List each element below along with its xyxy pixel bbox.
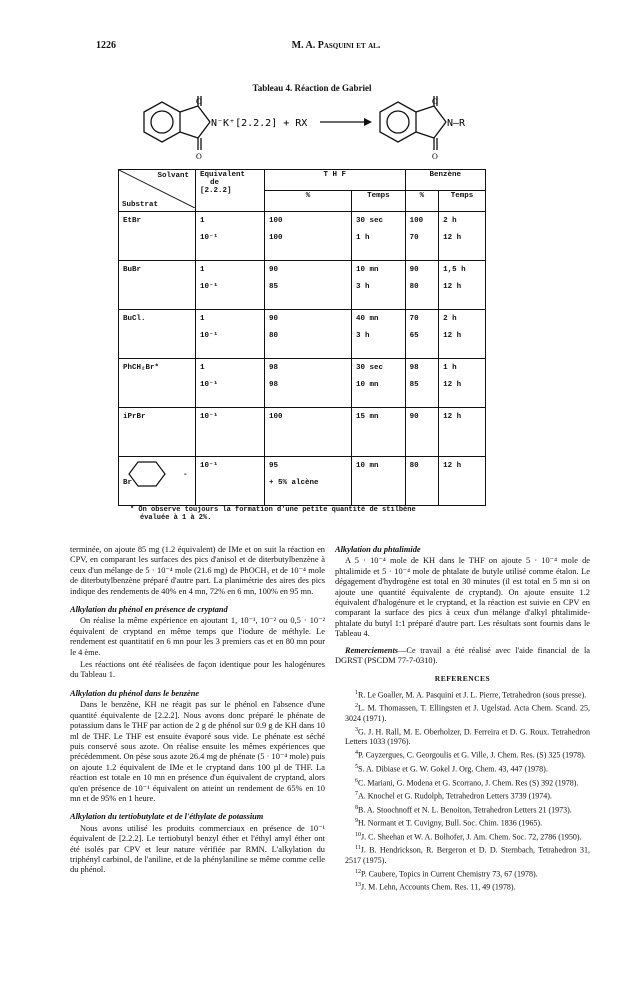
reference-item	[335, 844, 590, 865]
equiv-cell	[196, 408, 265, 457]
oxygen-label-top-2: O	[432, 97, 438, 106]
thf_temps-cell	[352, 261, 406, 310]
benz_pct-value: 70	[409, 315, 419, 323]
running-head: M. A. Pasquini et al.	[291, 40, 381, 51]
benz_pct-value: 90	[409, 413, 419, 421]
benz_temps-cell	[439, 212, 486, 261]
thf_temps-cell	[352, 310, 406, 359]
thf_pct-cell	[265, 261, 352, 310]
reference-number: 10	[355, 831, 361, 838]
paragraph: A 5 · 10⁻⁴ mole de KH dans le THF on ajoute 5 · 10⁻⁴ mole de phtalimide et 5 · 10⁻⁴ mole de phtalate de butyle utilisé comme étalon. Le dégagement d'hydrogène est total en 30 minutes (il est total en 5 mn si on ajoute une quantité équivalente de cryptand). On ajoute ensuite 1.2 équivalent d'halogénure et le cryptand, et la réaction est suivie en CPV en comparant la surface des pics à ceux d'un mélange d'alkyl phtalimide-phtalate du butyl 1:1 préparé d'autre part. Les résultats sont fournis dans le Tableau 4.	[335, 556, 590, 639]
reference-item	[335, 790, 590, 802]
thf_temps-value: 30 sec	[356, 364, 384, 372]
oxygen-label-top: O	[196, 97, 202, 106]
reference-text: J. M. Lehn, Accounts Chem. Res. 11, 49 (1978).	[361, 883, 516, 892]
substrat-value: EtBr	[123, 217, 142, 225]
section-heading: Alkylation du phénol en présence de cryptand	[70, 605, 228, 615]
equiv-value: 10⁻¹	[200, 332, 219, 340]
reagent-text: N⁻K⁺[2.2.2] + RX	[211, 118, 308, 129]
solvent-label: Solvant	[157, 172, 189, 180]
benz_pct-value: 80	[409, 283, 419, 291]
results-table	[118, 169, 486, 506]
benz_pct-value: 80	[409, 462, 419, 470]
reference-number: 9	[355, 818, 358, 825]
equiv-cell	[196, 212, 265, 261]
oxygen-label-bottom: O	[196, 152, 202, 161]
equiv-value: 1	[200, 364, 205, 372]
thf_pct-cell	[265, 212, 352, 261]
equiv-value: 10⁻¹	[200, 413, 219, 421]
paragraph: On réalise la même expérience en ajoutant 1, 10⁻¹, 10⁻² ou 0,5 · 10⁻² équivalent de cryptand en même temps que l'iodure de méthyle. Le rendement est quantitatif en 6 mn pour les 3 premiers cas et en 80 mn pour le 4 ème.	[70, 616, 325, 657]
right-column	[335, 545, 590, 895]
thf_pct-value: 100	[269, 217, 283, 225]
thf_temps-cell	[352, 408, 406, 457]
thf_temps-value: 10 mn	[356, 266, 379, 274]
benz_pct-value: 70	[409, 234, 419, 242]
equiv-value: 10⁻¹	[200, 234, 219, 242]
benz_temps-cell	[439, 261, 486, 310]
substrat-cell	[119, 212, 196, 261]
substrat-label: Substrat	[122, 201, 159, 209]
substrat-cell	[119, 310, 196, 359]
paragraph: Dans le benzène, KH ne réagit pas sur le phénol en l'absence d'une quantité équivalente de [2.2.2]. Nous avons donc préparé le phénate de potassium dans le THF par action de 2 g de phénol sur 0.9 g de KH dans 10 ml de THF. Le THF est ensuite évaporé sous vide. Le phénate est séché puis conservé sous azote. On réalise ensuite les mêmes expériences que précédemment. On pèse sous azote 26.4 mg de phénate (5 · 10⁻⁴ mole) puis on ajoute 1.2 équivalent de IMe et le cryptand dans 100 µl de THF. La réaction est totale en 10 mn en présence d'un équivalent de cryptand, alors qu'en présence de 10⁻¹ équivalent on atteint un rendement de 65% en 10 mn et de 95% en 1 heure.	[70, 700, 325, 803]
reference-item	[335, 689, 590, 701]
reference-item	[335, 702, 590, 723]
reference-item	[335, 726, 590, 747]
substrat-cell	[119, 457, 196, 506]
thf_pct-value: 90	[269, 315, 279, 323]
reference-number: 3	[355, 726, 358, 733]
left-column	[70, 545, 325, 878]
section-heading: Alkylation du tertiobutylate et de l'éthylate de potassium	[70, 812, 264, 822]
thf-header: T H F	[265, 170, 406, 191]
thf_pct-cell	[265, 457, 352, 506]
benzene-header: Benzène	[405, 170, 485, 191]
reference-number: 1	[355, 689, 358, 696]
equiv-label-1: Equivalent	[200, 171, 246, 179]
thf_pct-cell	[265, 408, 352, 457]
page-header	[96, 40, 576, 54]
benz_pct-cell	[405, 457, 438, 506]
reference-text: L. M. Thomassen, T. Ellingsten et J. Ugelstad. Acta Chem. Scand. 25, 3024 (1971).	[345, 704, 590, 723]
thf_temps-cell	[352, 359, 406, 408]
reference-text: B. A. Stoochnoff et N. L. Benoiton, Tetrahedron Letters 21 (1973).	[358, 805, 572, 815]
reference-number: 5	[355, 763, 358, 770]
reference-text: G. J. H. Rall, M. E. Oberholzer, D. Ferreira et D. G. Roux. Tetrahedron Letters 1033 (1976).	[345, 727, 590, 747]
paragraph: Les réactions ont été réalisées de façon identique pour les halogénures du Tableau 1.	[70, 660, 325, 680]
substrat-cell	[119, 359, 196, 408]
benz_temps-value: 12 h	[443, 332, 462, 340]
section-heading: Alkylation du phtalimide	[335, 545, 421, 554]
equiv-label-2: de	[210, 179, 220, 187]
thf_temps-cell	[352, 457, 406, 506]
reference-number: 12	[355, 868, 361, 875]
reference-text: S. A. Dibiase et G. W. Gokel J. Org. Chem. 43, 447 (1978).	[358, 764, 548, 774]
equiv-value: 10⁻¹	[200, 283, 219, 291]
arrow-head-icon	[364, 118, 372, 126]
benz-pct-header: %	[405, 191, 438, 212]
table-row	[119, 212, 486, 261]
table-title: Tableau 4. Réaction de Gabriel	[252, 83, 372, 93]
benz_temps-value: 12 h	[443, 381, 462, 389]
table-row	[119, 408, 486, 457]
benz_temps-cell	[439, 310, 486, 359]
ack-text: —Ce travail a été réalisé avec l'aide financial de la DGRST (PSCDM 77-7-0310).	[335, 645, 590, 666]
thf_temps-value: 1 h	[356, 234, 370, 242]
reference-item	[335, 777, 590, 789]
equiv-cell	[196, 261, 265, 310]
equiv-value: 1	[200, 217, 205, 225]
reference-number: 13	[355, 882, 361, 889]
reference-text: P. Cayzergues, C. Georgoulis et G. Ville, J. Chem. Res. (S) 325 (1978).	[358, 751, 586, 761]
footnote-line-2: évaluée à 1 à 2%.	[140, 514, 212, 522]
reference-number: 7	[355, 791, 358, 798]
ack-label: Remerciements	[345, 645, 399, 655]
product-text: N–R	[447, 118, 466, 129]
substrat-cell	[119, 408, 196, 457]
section-heading: Alkylation du phénol dans le benzène	[70, 688, 200, 698]
reference-item	[335, 749, 590, 761]
substrat-value: -Br	[123, 471, 188, 487]
substrat-value: BuCl.	[123, 315, 146, 323]
benz_pct-value: 65	[409, 332, 419, 340]
benz_pct-cell	[405, 212, 438, 261]
paragraph: terminée, on ajoute 85 mg (1.2 équivalent) de IMe et on suit la réaction en CPV, en comparant les surfaces des pics d'anisol et de diterbutylbenzène à ceux d'un mélange de 5 · 10⁻⁴ mole (21.6 mg) de PhOCH₃ et de 10⁻⁴ mole de diterbutylbenzène préparé d'autre part. La planimétrie des aires des pics indique des rendements de 40% en 4 mn, 72% en 6 mn, 100% en 95 mn.	[70, 545, 325, 596]
equiv-value: 1	[200, 266, 205, 274]
thf-temps-header: Temps	[352, 191, 406, 212]
benz_temps-value: 12 h	[443, 234, 462, 242]
thf_temps-cell	[352, 212, 406, 261]
reference-item	[335, 763, 590, 775]
reference-number: 2	[355, 703, 358, 710]
reference-item	[335, 868, 590, 880]
thf_pct-value: 98	[269, 381, 279, 389]
reference-number: 4	[355, 750, 358, 757]
benz_temps-cell	[439, 457, 486, 506]
equiv-header	[196, 170, 265, 212]
reference-number: 8	[355, 804, 358, 811]
benz_temps-cell	[439, 408, 486, 457]
page-number: 1226	[96, 40, 116, 51]
reference-text: R. Le Goaller, M. A. Pasquini et J. L. Pierre, Tetrahedron (sous presse).	[358, 690, 587, 700]
benz_temps-value: 1 h	[443, 364, 457, 372]
reference-text: J. B. Hendrickson, R. Bergeron et D. D. Sternbach, Tetrahedron 31, 2517 (1975).	[345, 845, 590, 865]
benz_temps-cell	[439, 359, 486, 408]
reference-item	[335, 831, 590, 843]
references-title: REFERENCES	[434, 674, 491, 684]
footnote-line-1: * On observe toujours la formation d'une petite quantité de stilbène	[130, 506, 416, 514]
thf_temps-value: 3 h	[356, 332, 370, 340]
thf_pct-value: 90	[269, 266, 279, 274]
substrat-value: PhCH₂Br*	[123, 364, 160, 372]
thf_temps-value: 3 h	[356, 283, 370, 291]
thf-pct-header: %	[265, 191, 352, 212]
reference-number: 6	[355, 777, 358, 784]
benz_pct-value: 98	[409, 364, 419, 372]
benz_pct-cell	[405, 408, 438, 457]
header-diagonal-cell	[119, 170, 196, 212]
thf_pct-value: 95	[269, 462, 279, 470]
table-row	[119, 310, 486, 359]
benz_pct-value: 85	[409, 381, 419, 389]
cyclohexyl-ring-icon	[123, 458, 183, 490]
thf_pct-value: 100	[269, 234, 283, 242]
benz_pct-value: 90	[409, 266, 419, 274]
equiv-cell	[196, 359, 265, 408]
reference-item	[335, 804, 590, 816]
thf_pct-value: 85	[269, 283, 279, 291]
thf_pct-value: 80	[269, 332, 279, 340]
table-row	[119, 359, 486, 408]
reference-text: C. Mariani, G. Modena et G. Scorrano, J. Chem. Res (S) 392 (1978).	[358, 778, 579, 788]
benz_pct-value: 100	[409, 217, 424, 225]
substrat-cell	[119, 261, 196, 310]
thf_temps-value: 10 mn	[356, 381, 379, 389]
table-row	[119, 261, 486, 310]
benz_pct-cell	[405, 359, 438, 408]
gabriel-reaction-scheme	[118, 94, 488, 168]
reference-text: A. Knochel et G. Rudolph, Tetrahedron Letters 3739 (1974).	[358, 791, 552, 801]
benz-temps-header: Temps	[439, 191, 486, 212]
equiv-value: 10⁻¹	[200, 462, 219, 470]
benz_temps-value: 12 h	[443, 283, 462, 291]
table-footnote	[130, 506, 416, 522]
thf_temps-value: 15 mn	[356, 413, 379, 421]
benz_pct-cell	[405, 261, 438, 310]
benz_temps-value: 2 h	[443, 315, 457, 323]
substrat-value: BuBr	[123, 266, 142, 274]
equiv-label-3: [2.2.2]	[200, 187, 232, 195]
benz_temps-value: 1,5 h	[443, 266, 466, 274]
thf_pct-value: + 5% alcène	[269, 479, 319, 487]
benz_temps-value: 12 h	[443, 462, 462, 470]
reference-text: J. C. Sheehan et W. A. Bolhofer, J. Am. Chem. Soc. 72, 2786 (1950).	[361, 832, 582, 842]
reference-list	[335, 689, 590, 893]
oxygen-label-bottom-2: O	[432, 152, 438, 161]
thf_pct-value: 100	[269, 413, 283, 421]
acknowledgement	[335, 646, 590, 667]
thf_pct-cell	[265, 359, 352, 408]
thf_temps-value: 10 mn	[356, 462, 379, 470]
paragraph: Nous avons utilisé les produits commerciaux en présence de 10⁻¹ équivalent de [2.2.2]. Le tertiobutyl benzyl éther et l'éthyl amyl éther ont été isolés par CPV et leur nature vérifiée par RMN. L'alkylation du triphényl carbinol, de l'aniline, et de la phénylaniline se même comme celle du phénol.	[70, 823, 325, 875]
reference-text: H. Normant et T. Cuvigny, Bull. Soc. Chim. 1836 (1965).	[358, 818, 543, 828]
thf_temps-value: 40 mn	[356, 315, 379, 323]
equiv-cell	[196, 310, 265, 359]
reference-text: P. Caubere, Topics in Current Chemistry 73, 67 (1978).	[361, 869, 538, 879]
equiv-value: 10⁻¹	[200, 381, 219, 389]
reference-item	[335, 817, 590, 829]
benz_pct-cell	[405, 310, 438, 359]
thf_pct-value: 98	[269, 364, 279, 372]
reference-number: 11	[355, 845, 361, 852]
thf_pct-cell	[265, 310, 352, 359]
benz_temps-value: 12 h	[443, 413, 462, 421]
equiv-value: 1	[200, 315, 205, 323]
thf_temps-value: 30 sec	[356, 217, 384, 225]
reference-item	[335, 881, 590, 893]
table-row	[119, 457, 486, 506]
substrat-value: iPrBr	[123, 413, 146, 421]
benz_temps-value: 2 h	[443, 217, 457, 225]
equiv-cell	[196, 457, 265, 506]
